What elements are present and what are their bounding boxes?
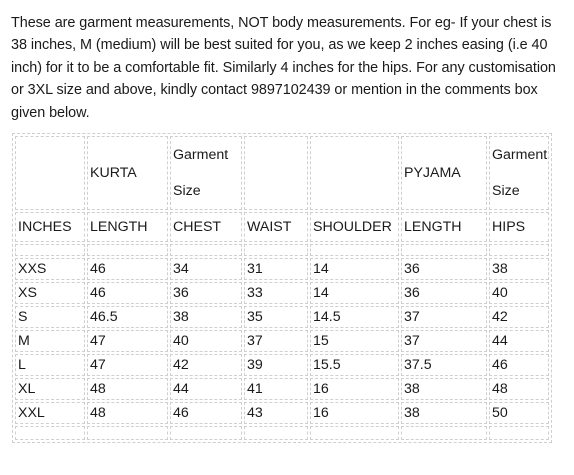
table-cell: 14 xyxy=(310,258,399,280)
table-cell: 39 xyxy=(244,354,308,376)
table-cell: 36 xyxy=(401,282,487,304)
chest-garment-size-header xyxy=(170,136,242,210)
chest-header-line1: Garment xyxy=(173,147,229,163)
table-cell: 40 xyxy=(489,282,549,304)
table-row xyxy=(15,258,549,280)
table-cell: XS xyxy=(15,282,85,304)
table-cell: 37 xyxy=(401,306,487,328)
group-header-row xyxy=(15,136,549,210)
empty-cell xyxy=(401,426,487,440)
table-cell: XXS xyxy=(15,258,85,280)
column-header: LENGTH xyxy=(87,212,168,242)
empty-cell xyxy=(87,426,168,440)
table-cell: 36 xyxy=(401,258,487,280)
table-cell: 47 xyxy=(87,354,168,376)
table-cell: 47 xyxy=(87,330,168,352)
table-cell: 37.5 xyxy=(401,354,487,376)
hips-header-line2: Size xyxy=(492,183,520,199)
table-row xyxy=(15,282,549,304)
table-cell: 48 xyxy=(87,402,168,424)
table-row xyxy=(15,402,549,424)
hips-header-line1: Garment xyxy=(492,147,548,163)
table-cell: 31 xyxy=(244,258,308,280)
table-cell: XL xyxy=(15,378,85,400)
table-cell: 15.5 xyxy=(310,354,399,376)
spacer-cell xyxy=(170,244,242,256)
header-cell-empty xyxy=(244,136,308,210)
table-cell: 42 xyxy=(489,306,549,328)
table-cell: 33 xyxy=(244,282,308,304)
table-cell: 16 xyxy=(310,378,399,400)
empty-cell xyxy=(310,426,399,440)
table-cell: 43 xyxy=(244,402,308,424)
column-header: INCHES xyxy=(15,212,85,242)
table-row xyxy=(15,330,549,352)
spacer-cell xyxy=(15,244,85,256)
table-cell: 38 xyxy=(401,402,487,424)
table-cell: 41 xyxy=(244,378,308,400)
header-cell-empty xyxy=(15,136,85,210)
table-cell: 46 xyxy=(87,258,168,280)
kurta-header: KURTA xyxy=(87,136,168,210)
table-cell: 46 xyxy=(170,402,242,424)
table-cell: 37 xyxy=(244,330,308,352)
table-cell: 15 xyxy=(310,330,399,352)
table-cell: 34 xyxy=(170,258,242,280)
table-cell: L xyxy=(15,354,85,376)
table-cell: S xyxy=(15,306,85,328)
spacer-cell xyxy=(489,244,549,256)
empty-cell xyxy=(244,426,308,440)
table-cell: 36 xyxy=(170,282,242,304)
size-chart-table xyxy=(12,133,552,443)
table-cell: 50 xyxy=(489,402,549,424)
table-cell: 37 xyxy=(401,330,487,352)
table-cell: 40 xyxy=(170,330,242,352)
hips-garment-size-header xyxy=(489,136,549,210)
spacer-cell xyxy=(310,244,399,256)
table-cell: 44 xyxy=(170,378,242,400)
table-cell: 35 xyxy=(244,306,308,328)
table-row xyxy=(15,354,549,376)
table-cell: 14.5 xyxy=(310,306,399,328)
column-header: WAIST xyxy=(244,212,308,242)
table-cell: 38 xyxy=(489,258,549,280)
chest-header-line2: Size xyxy=(173,183,201,199)
table-row xyxy=(15,378,549,400)
table-cell: 46 xyxy=(489,354,549,376)
column-header: CHEST xyxy=(170,212,242,242)
table-cell: 46 xyxy=(87,282,168,304)
pyjama-header: PYJAMA xyxy=(401,136,487,210)
empty-cell xyxy=(489,426,549,440)
spacer-cell xyxy=(401,244,487,256)
table-row xyxy=(15,306,549,328)
column-header: LENGTH xyxy=(401,212,487,242)
table-cell: 16 xyxy=(310,402,399,424)
size-guide-note: These are garment measurements, NOT body measurements. For eg- If your chest is 38 inches, M (medium) will be best suited for you, as we keep 2 inches easing (i.e 40 inch) for it to be a comfortable fit. Similarly 4 inches for the hips. For any customisation or 3XL size and above, kindly contact 9897102439 or mention in the comments box given below. xyxy=(11,15,556,121)
table-cell: 14 xyxy=(310,282,399,304)
spacer-row xyxy=(15,244,549,256)
empty-cell xyxy=(15,426,85,440)
table-cell: 44 xyxy=(489,330,549,352)
column-header: SHOULDER xyxy=(310,212,399,242)
table-cell: M xyxy=(15,330,85,352)
spacer-cell xyxy=(244,244,308,256)
table-cell: 48 xyxy=(87,378,168,400)
empty-cell xyxy=(170,426,242,440)
column-header-row xyxy=(15,212,549,242)
table-cell: XXL xyxy=(15,402,85,424)
table-cell: 48 xyxy=(489,378,549,400)
empty-table-row xyxy=(15,426,549,440)
column-header: HIPS xyxy=(489,212,549,242)
table-cell: 38 xyxy=(170,306,242,328)
table-cell: 42 xyxy=(170,354,242,376)
table-cell: 46.5 xyxy=(87,306,168,328)
table-cell: 38 xyxy=(401,378,487,400)
spacer-cell xyxy=(87,244,168,256)
header-cell-empty xyxy=(310,136,399,210)
